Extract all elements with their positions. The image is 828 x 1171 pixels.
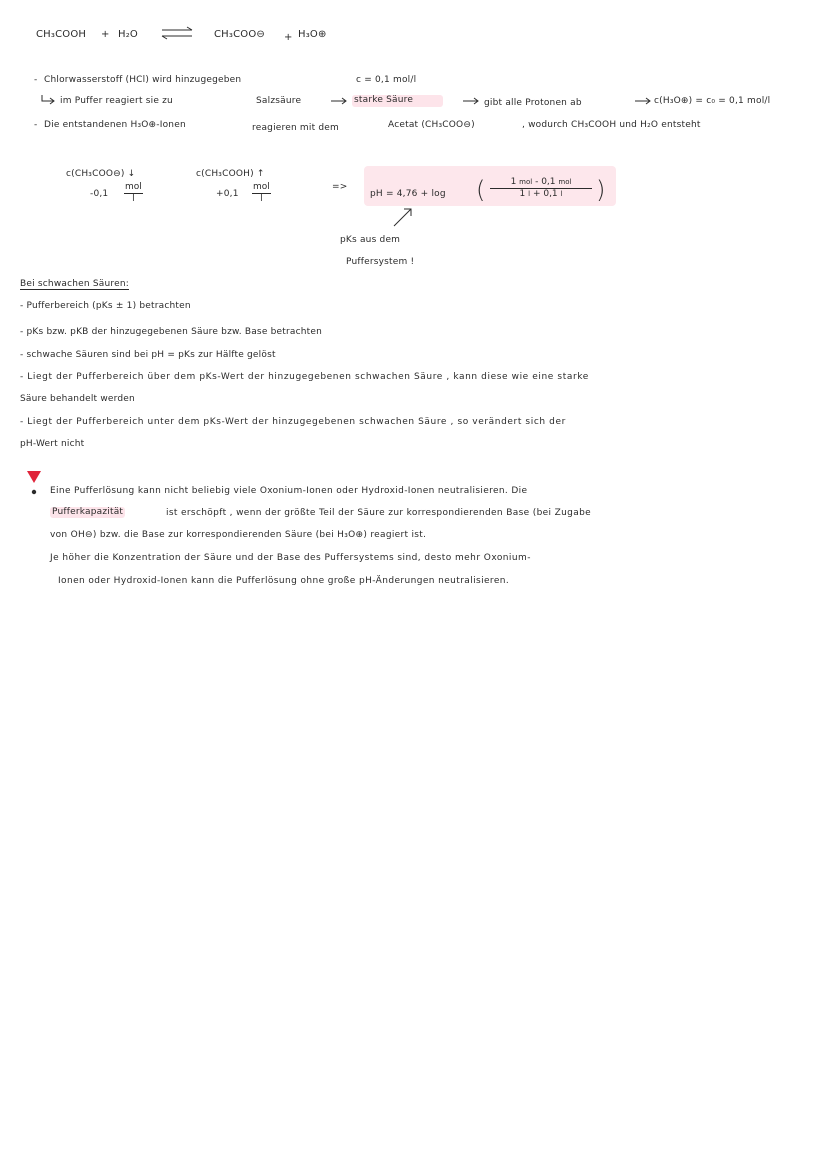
oxonium-concentration: c(H₃O⊕) = c₀ = 0,1 mol/l (654, 96, 771, 106)
reactant-water: H₂O (118, 29, 138, 40)
hcl-concentration: c = 0,1 mol/l (356, 75, 417, 85)
unit-fraction: mol l (125, 182, 142, 204)
product-acetate: CH₃COO⊖ (214, 29, 266, 40)
acetate-change-value: -0,1 (90, 189, 109, 199)
weak-acids-item-4a: - Liegt der Pufferbereich über dem pKs-Wert der hinzugegebenen schwachen Säure , kann diese wie eine starke (20, 372, 589, 382)
plus-sign-1: + (101, 29, 110, 40)
releases-protons-text: gibt alle Protonen ab (484, 98, 582, 108)
bullet-dash: - (34, 75, 38, 85)
product-oxonium: H₃O⊕ (298, 29, 327, 40)
fraction-denominator: 1 l + 0,1 l (519, 189, 563, 199)
acetic-acid-change-value: +0,1 (216, 189, 239, 199)
bullet-dash: - (34, 120, 38, 130)
acetic-acid-conc-increase: c(CH₃COOH) ↑ (196, 169, 265, 179)
buffer-reacts-text: im Puffer reagiert sie zu (60, 96, 173, 106)
implies-arrow: => (332, 182, 348, 192)
fraction-numerator: 1 mol - 0,1 mol (490, 178, 592, 189)
capacity-line-1: Eine Pufferlösung kann nicht beliebig viele Oxonium-Ionen oder Hydroxid-Ionen neutralisieren. Die (50, 486, 528, 496)
weak-acids-item-5a: - Liegt der Pufferbereich unter dem pKs-Wert der hinzugegebenen schwachen Säure , so verändert sich der (20, 417, 566, 427)
close-paren: ) (596, 176, 606, 204)
react-with-text: reagieren mit dem (252, 123, 339, 133)
capacity-line-5: Ionen oder Hydroxid-Ionen kann die Pufferlösung ohne große pH-Änderungen neutralisieren. (58, 576, 510, 586)
open-paren: ( (476, 176, 486, 204)
arrow-right-icon (634, 97, 652, 105)
plus-sign-2: + (284, 32, 293, 43)
buffer-capacity-term: Pufferkapazität (52, 507, 124, 517)
weak-acids-item-1: - Pufferbereich (pKs ± 1) betrachten (20, 301, 191, 311)
ph-formula-lhs: pH = 4,76 + log (370, 189, 446, 199)
weak-acids-item-2: - pKs bzw. pKB der hinzugegebenen Säure bzw. Base betrachten (20, 327, 323, 337)
capacity-line-4: Je höher die Konzentration der Säure und der Base des Puffersystems sind, desto mehr Oxonium- (50, 553, 531, 563)
curved-arrow-icon (40, 95, 56, 105)
log-fraction (490, 178, 592, 199)
hcl-added-text: Chlorwasserstoff (HCl) wird hinzugegeben (44, 75, 242, 85)
weak-acids-item-4b: Säure behandelt werden (20, 394, 135, 404)
reactant-acetic-acid: CH₃COOH (36, 29, 87, 40)
pks-note-line1: pKs aus dem (340, 235, 401, 245)
equilibrium-arrow-icon (160, 26, 194, 40)
weak-acids-heading: Bei schwachen Säuren: (20, 279, 129, 289)
capacity-line-2: ist erschöpft , wenn der größte Teil der Säure zur korrespondierenden Base (bei Zugabe (166, 508, 592, 518)
weak-acids-item-5b: pH-Wert nicht (20, 439, 85, 449)
arrow-up-right-icon (392, 206, 414, 228)
strong-acid-highlight: starke Säure (352, 95, 443, 107)
hydrochloric-acid-label: Salzsäure (256, 96, 302, 106)
weak-acids-item-3: - schwache Säuren sind bei pH = pKs zur Hälfte gelöst (20, 350, 276, 360)
unit-fraction: mol l (253, 182, 270, 204)
arrow-right-icon (462, 97, 480, 105)
pks-note-line2: Puffersystem ! (346, 257, 415, 267)
forming-text: , wodurch CH₃COOH und H₂O entsteht (522, 120, 701, 130)
capacity-line-3: von OH⊖) bzw. die Base zur korrespondierenden Säure (bei H₃O⊕) reagiert ist. (50, 530, 427, 540)
acetate-conc-decrease: c(CH₃COO⊖) ↓ (66, 169, 136, 179)
acetate-text: Acetat (CH₃COO⊖) (388, 120, 475, 130)
arrow-right-icon (330, 97, 348, 105)
exclamation-marker-icon (26, 470, 42, 500)
oxonium-ions-text: Die entstandenen H₃O⊕-Ionen (44, 120, 186, 130)
